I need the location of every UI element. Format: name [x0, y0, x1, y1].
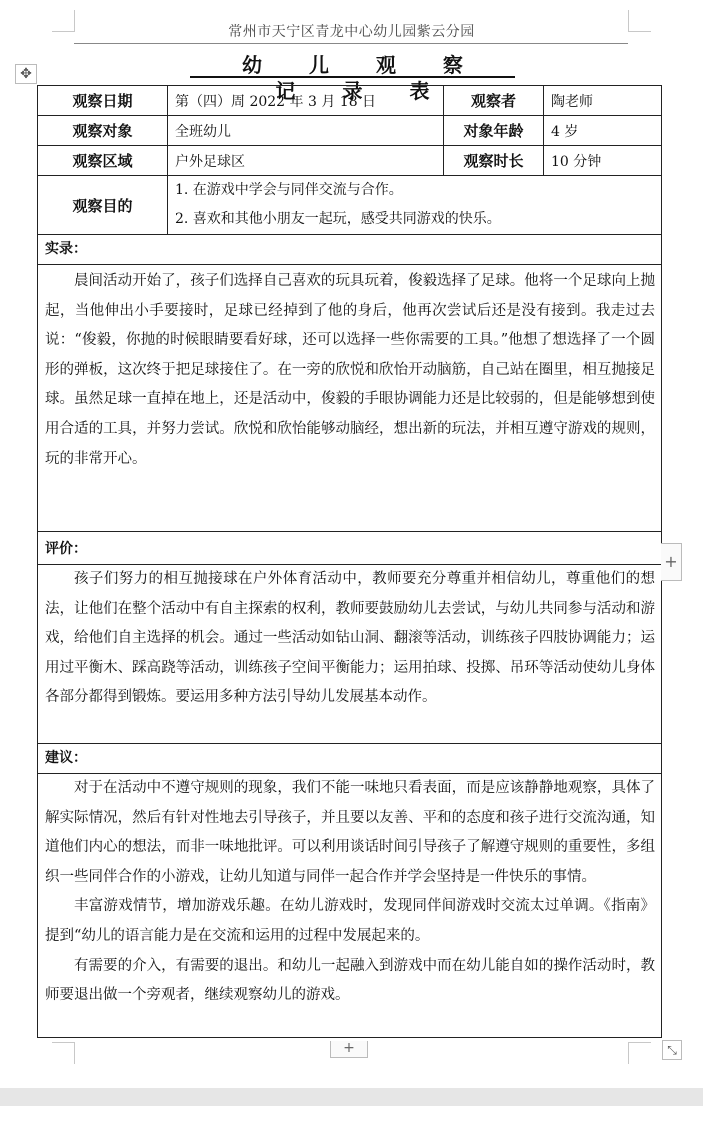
crop-mark	[628, 1042, 629, 1064]
table-row	[38, 235, 662, 265]
observation-table	[37, 85, 662, 1038]
record-title: 实录：	[38, 235, 662, 265]
page-title: 幼 儿 观 察 记 录 表	[190, 52, 515, 78]
table-row	[38, 744, 662, 774]
page-gap	[0, 1088, 703, 1106]
date-value[interactable]: 第（四）周 2022 年 3 月 18 日	[168, 86, 444, 116]
crop-mark	[629, 1042, 651, 1043]
observer-label: 观察者	[444, 86, 544, 116]
goal-label: 观察目的	[38, 176, 168, 235]
evaluation-title: 评价：	[38, 532, 662, 565]
add-row-button[interactable]: +	[330, 1041, 368, 1058]
add-column-button[interactable]: +	[661, 543, 682, 581]
suggestion-paragraph: 丰富游戏情节，增加游戏乐趣。在幼儿游戏时，发现同伴间游戏时交流太过单调。《指南》提到“幼儿的语言能力是在交流和运用的过程中发展起来的。	[45, 898, 655, 944]
table-move-icon[interactable]: ✥	[15, 64, 37, 84]
duration-value[interactable]: 10 分钟	[544, 146, 662, 176]
crop-mark	[74, 1042, 75, 1064]
table-resize-icon[interactable]: ⤡	[662, 1040, 682, 1060]
table-row	[38, 565, 662, 744]
target-value[interactable]: 全班幼儿	[168, 116, 444, 146]
evaluation-paragraph: 孩子们努力的相互抛接球在户外体育活动中，教师要充分尊重并相信幼儿，尊重他们的想法，让他们在整个活动中有自主探索的权利，教师要鼓励幼儿去尝试，与幼儿共同参与活动和游戏，给他们自主选择的机会。通过一些活动如钻山洞、翻滚等活动，训练孩子四肢协调能力；运用过平衡木、踩高跷等活动，训练孩子空间平衡能力；运用拍球、投掷、吊环等活动使幼儿身体各部分都得到锻炼。要运用多种方法引导幼儿发展基本动作。	[45, 571, 655, 706]
page-header: 常州市天宁区青龙中心幼儿园紫云分园	[228, 24, 475, 40]
date-label: 观察日期	[38, 86, 168, 116]
goal-item: 1. 在游戏中学会与同伴交流与合作。	[175, 182, 403, 198]
suggestion-paragraph: 有需要的介入，有需要的退出。和幼儿一起融入到游戏中而在幼儿能自如的操作活动时，教师要退出做一个旁观者，继续观察幼儿的游戏。	[45, 957, 655, 1004]
area-label: 观察区域	[38, 146, 168, 176]
table-row	[38, 774, 662, 1038]
table-row	[38, 86, 662, 116]
target-label: 观察对象	[38, 116, 168, 146]
goal-item: 2. 喜欢和其他小朋友一起玩，感受共同游戏的快乐。	[175, 211, 501, 227]
area-value[interactable]: 户外足球区	[168, 146, 444, 176]
record-cell[interactable]	[38, 265, 662, 532]
table-row	[38, 116, 662, 146]
table-row	[38, 265, 662, 532]
table-row	[38, 532, 662, 565]
observer-value[interactable]: 陶老师	[544, 86, 662, 116]
table-row	[38, 146, 662, 176]
table-row	[38, 176, 662, 235]
suggestion-paragraph: 对于在活动中不遵守规则的现象，我们不能一味地只看表面，而是应该静静地观察，具体了解实际情况，然后有针对性地去引导孩子，并且要以友善、平和的态度和孩子进行交流沟通，知道他们内心的想法，而非一味地批评。可以利用谈话时间引导孩子了解遵守规则的重要性，多组织一些同伴合作的小游戏，让幼儿知道与同伴一起合作并学会坚持是一件快乐的事情。	[45, 780, 655, 885]
age-value[interactable]: 4 岁	[544, 116, 662, 146]
evaluation-cell[interactable]	[38, 565, 662, 744]
age-label: 对象年龄	[444, 116, 544, 146]
suggestion-title: 建议：	[38, 744, 662, 774]
suggestion-cell[interactable]	[38, 774, 662, 1038]
record-paragraph: 晨间活动开始了，孩子们选择自己喜欢的玩具玩着，俊毅选择了足球。他将一个足球向上抛起，当他伸出小手要接时，足球已经掉到了他的身后，他再次尝试后还是没有接到。我走过去说：“俊毅，你抛的时候眼睛要看好球，还可以选择一些你需要的工具。”他想了想选择了一个圆形的弹板，这次终于把足球接住了。在一旁的欣悦和欣怡开动脑筋，自己站在圈里，相互抛接足球。虽然足球一直掉在地上，还是活动中，俊毅的手眼协调能力还是比较弱的，但是能够想到使用合适的工具，并努力尝试。欣悦和欣怡能够动脑经，想出新的玩法，并相互遵守游戏的规则，玩的非常开心。	[45, 273, 655, 467]
header-divider	[74, 43, 628, 44]
duration-label: 观察时长	[444, 146, 544, 176]
goal-cell[interactable]	[168, 176, 662, 235]
crop-mark	[52, 1042, 74, 1043]
